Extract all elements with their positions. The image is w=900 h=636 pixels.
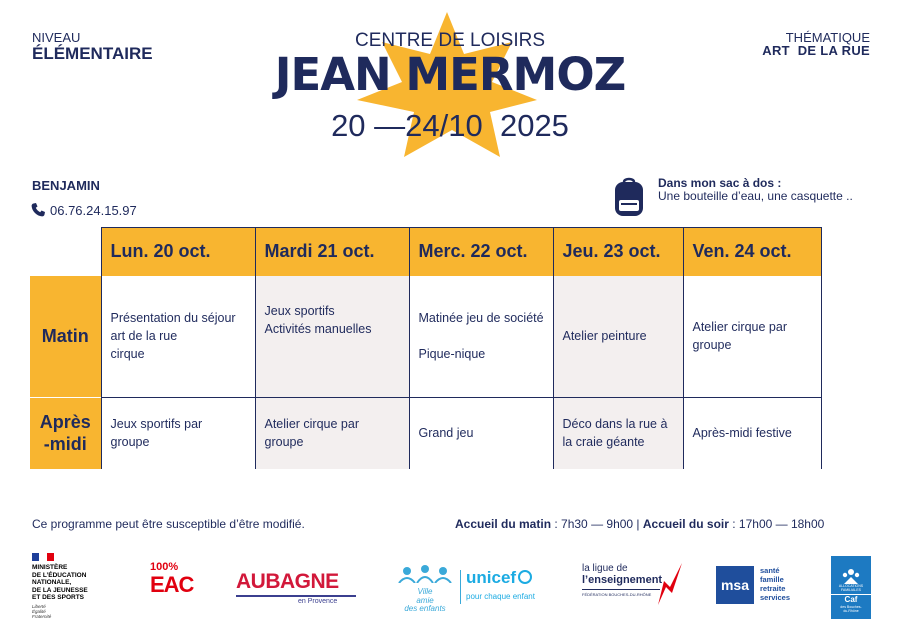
ministere-logo: MINISTÈRE DE L’ÉDUCATION NATIONALE, DE LA JEUNESSE ET DES SPORTS Liberté Égalité Fraternité (32, 553, 122, 623)
morning-hours: : 7h30 — 9h00 | (551, 517, 643, 531)
evening-label: Accueil du soir (642, 517, 729, 531)
activity-line: groupe (110, 435, 150, 450)
evening-hours: : 17h00 — 18h00 (728, 517, 825, 531)
period-label-line: -midi (43, 434, 87, 455)
activity-line: groupe (264, 435, 304, 450)
table-corner (30, 228, 101, 276)
children-icon (395, 563, 455, 583)
day-header-row (30, 228, 821, 276)
msa-logo: msa santé famille retraite services (716, 566, 800, 606)
activity-cell (409, 398, 553, 469)
aubagne-logo: AUBAGNE en Provence (236, 570, 356, 606)
activity-line: Pique-nique (418, 347, 486, 362)
notice-text: Ce programme peut être susceptible d’être modifié. (32, 517, 305, 531)
day-header: Merc. 22 oct. (409, 228, 553, 276)
day-header: Ven. 24 oct. (683, 228, 821, 276)
activity-line: Jeux sportifs (264, 303, 335, 318)
flag-icon (32, 553, 54, 561)
phone-icon (30, 202, 46, 218)
level-value: ÉLÉMENTAIRE (32, 44, 153, 63)
contact-name: BENJAMIN (32, 178, 100, 193)
day-header: Jeu. 23 oct. (553, 228, 683, 276)
unicef-logo: unicef pour chaque enfant (466, 568, 535, 601)
activity-line: art de la rue (110, 329, 178, 344)
date-range: 20 —24/10 2025 (331, 108, 569, 143)
schedule-table (30, 227, 822, 469)
activity-cell (553, 276, 683, 398)
opening-hours (455, 517, 824, 531)
activity-line: Grand jeu (418, 426, 474, 441)
contact-phone: 06.76.24.15.97 (50, 203, 137, 218)
bag-text: Une bouteille d’eau, une casquette .. (658, 189, 853, 203)
activity-cell (255, 276, 409, 398)
activity-line: Matinée jeu de société (418, 311, 544, 326)
activity-cell (101, 398, 255, 469)
activity-line: la craie géante (562, 435, 645, 450)
activity-cell (683, 276, 821, 398)
backpack-icon (610, 176, 648, 218)
activity-line: Atelier cirque par (692, 320, 787, 335)
activity-cell (255, 398, 409, 469)
activity-line: groupe (692, 338, 732, 353)
caf-family-icon (842, 568, 860, 584)
ville-amie-logo: Ville amie des enfants (395, 563, 455, 611)
theme-label: THÉMATIQUE (785, 30, 870, 45)
bag-title: Dans mon sac à dos : (658, 176, 782, 190)
activity-line: Après-midi festive (692, 426, 792, 441)
level-label: NIVEAU (32, 30, 81, 45)
period-label (30, 398, 101, 469)
activity-cell (101, 276, 255, 398)
day-header: Mardi 21 oct. (255, 228, 409, 276)
activity-cell (683, 398, 821, 469)
activity-line: cirque (110, 347, 145, 362)
morning-label: Accueil du matin (455, 517, 552, 531)
table-row (30, 276, 821, 398)
activity-line: Déco dans la rue à (562, 417, 668, 432)
ligue-logo: la ligue de l’enseignement FÉDÉRATION BOUCHES-DU-RHÔNE (582, 563, 686, 613)
centre-subtitle: CENTRE DE LOISIRS (354, 30, 546, 51)
period-label: Matin (30, 276, 101, 398)
table-row (30, 398, 821, 469)
eac-logo: 100% EAC (150, 561, 194, 597)
activity-line-gap (419, 327, 545, 345)
day-header: Lun. 20 oct. (101, 228, 255, 276)
centre-title: JEAN MERMOZ (274, 48, 626, 101)
theme-value: ART DE LA RUE (762, 43, 870, 58)
activity-line: Activités manuelles (264, 321, 372, 336)
activity-cell (409, 276, 553, 398)
activity-cell (553, 398, 683, 469)
ligue-arrow-icon (654, 563, 684, 605)
activity-line: Atelier cirque par (264, 417, 359, 432)
period-label-line: Après (39, 412, 91, 433)
activity-line: Présentation du séjour (110, 311, 236, 326)
globe-icon (518, 570, 532, 584)
activity-line: Atelier peinture (562, 329, 647, 344)
activity-line: Jeux sportifs par (110, 417, 203, 432)
caf-logo: ALLOCATIONS FAMILIALES Caf des Bouches- du-Rhône (831, 556, 871, 619)
divider (460, 570, 461, 604)
